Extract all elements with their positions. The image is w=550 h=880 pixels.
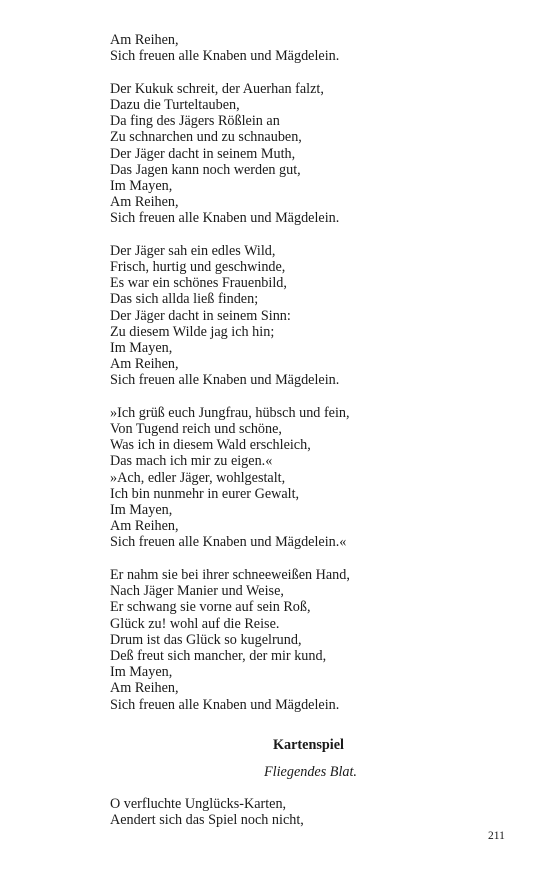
stanza-4 (110, 405, 510, 551)
verse-line: Es war ein schönes Frauenbild, (110, 275, 287, 292)
verse-line: Glück zu! wohl auf die Reise. (110, 615, 280, 632)
verse-line: Er nahm sie bei ihrer schneeweißen Hand, (110, 567, 350, 583)
verse-line: Im Mayen, (110, 664, 173, 681)
verse-line: Frisch, hurtig und geschwinde, (110, 259, 286, 276)
verse-line: Das mach ich mir zu eigen.« (110, 453, 273, 470)
verse-line: Das Jagen kann noch werden gut, (110, 161, 301, 178)
verse-line: Deß freut sich mancher, der mir kund, (110, 647, 327, 664)
stanza-1 (110, 32, 510, 64)
verse-line: Zu diesem Wilde jag ich hin; (110, 323, 275, 340)
verse-line: Von Tugend reich und schöne, (110, 421, 282, 438)
verse-line: Ich bin nunmehr in eurer Gewalt, (110, 485, 300, 502)
verse-line: Am Reihen, (110, 194, 179, 211)
verse-line: Der Kukuk schreit, der Auerhan falzt, (110, 80, 324, 97)
verse-line: »Ich grüß euch Jungfrau, hübsch und fein, (110, 404, 350, 421)
verse-line: Zu schnarchen und zu schnauben, (110, 129, 302, 146)
verse-line: Der Jäger sah ein edles Wild, (110, 242, 276, 259)
verse-line: Er schwang sie vorne auf sein Roß, (110, 599, 311, 616)
verse-line: Sich freuen alle Knaben und Mägdelein. (110, 48, 340, 65)
stanza-3 (110, 243, 510, 389)
next-poem-heading (110, 737, 510, 780)
verse-line: Sich freuen alle Knaben und Mägdelein.« (110, 534, 347, 551)
verse-line: Am Reihen, (110, 32, 179, 48)
verse-line: »Ach, edler Jäger, wohlgestalt, (110, 469, 286, 486)
next-poem-text (110, 796, 510, 828)
verse-line: Am Reihen, (110, 518, 179, 535)
verse-line: Das sich allda ließ finden; (110, 291, 259, 308)
verse-line: Der Jäger dacht in seinem Muth, (110, 145, 296, 162)
verse-line: Am Reihen, (110, 680, 179, 697)
verse-line: Sich freuen alle Knaben und Mägdelein. (110, 372, 340, 389)
poem-text (110, 32, 510, 729)
poem-title: Kartenspiel (273, 737, 344, 753)
verse-line: Dazu die Turteltauben, (110, 96, 240, 113)
verse-line: Im Mayen, (110, 339, 173, 356)
verse-line: Drum ist das Glück so kugelrund, (110, 631, 302, 648)
verse-line: O verfluchte Unglücks-Karten, (110, 796, 287, 812)
verse-line: Nach Jäger Manier und Weise, (110, 583, 284, 600)
verse-line: Am Reihen, (110, 356, 179, 373)
verse-line: Sich freuen alle Knaben und Mägdelein. (110, 696, 340, 713)
verse-line: Sich freuen alle Knaben und Mägdelein. (110, 210, 340, 227)
verse-line: Im Mayen, (110, 502, 173, 519)
verse-line: Aendert sich das Spiel noch nicht, (110, 812, 304, 829)
stanza-5 (110, 567, 510, 713)
verse-line: Der Jäger dacht in seinem Sinn: (110, 307, 291, 324)
verse-line: Im Mayen, (110, 177, 173, 194)
verse-line: Was ich in diesem Wald erschleich, (110, 437, 311, 454)
page-number: 211 (488, 830, 505, 842)
stanza-2 (110, 81, 510, 227)
verse-line: Da fing des Jägers Rößlein an (110, 113, 280, 130)
poem-subtitle: Fliegendes Blat. (264, 764, 357, 781)
